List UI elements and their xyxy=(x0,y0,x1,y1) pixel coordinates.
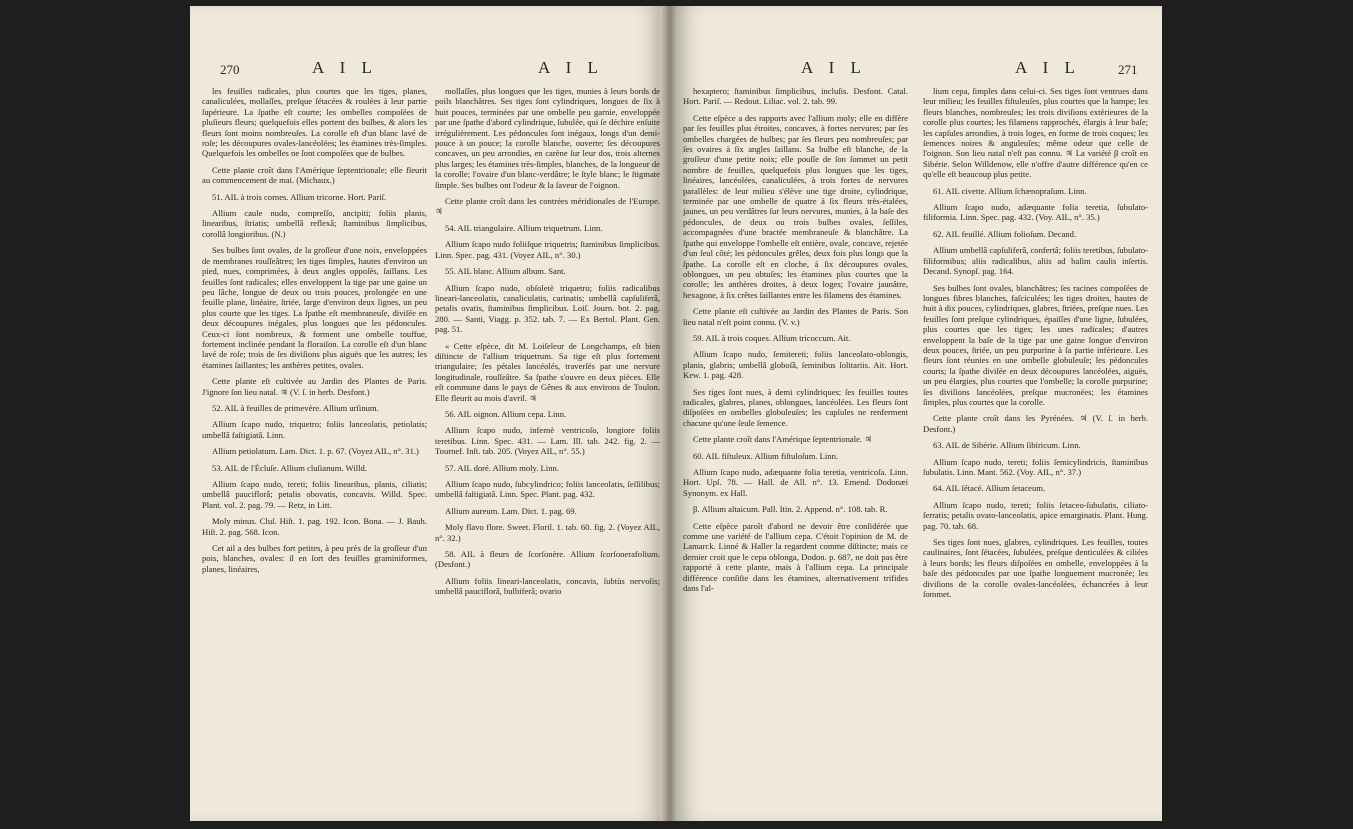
running-head: A I L xyxy=(538,58,604,77)
paragraph: Cette plante eſt cultivée au Jardin des Plantes de Paris. J'ignore ſon lieu natal. ♃ (V. ſ. in herb. Desfont.) xyxy=(202,376,427,397)
text-column-left-1 xyxy=(202,86,427,821)
paragraph: 52. AIL à feuilles de primevère. Allium urſinum. xyxy=(212,402,379,413)
paragraph: Allium ſcapo nudo foliiſque triquetris; ſtaminibus ſimplicibus. Linn. Spec. pag. 431. (Voyez AIL, n°. 30.) xyxy=(435,239,660,260)
paragraph: Cette plante eſt cultivée au Jardin des Plantes de Paris. Son lieu natal n'eſt point connu. (V. v.) xyxy=(683,306,908,327)
paragraph: Ses bulbes ſont ovales, de la groſſeur d'une noix, enveloppées de membranes rouſſeâtres; les tiges ſimples, hautes d'environ un pied, nues, comprimées, à deux angles oppoſés, ſaillans. Les feuilles ſont radicales; elles enveloppent la tige par une gaine un peu lâche, longue de deux ou trois pouces, prolongée en une feuille plane, linéaire, ſtriée, large d'environ deux lignes, un peu plus courte que les tiges. La ſpathe eſt membraneuſe, diviſée en deux découpures inégales, plus longues que les pédoncules. Ceux-ci ſont nombreux, & forment une ombelle touffue, fortement inclinée pendant la floraiſon. La corolle eſt d'un blanc lavé de roſe; trois de ſes diviſions plus aiguës que les autres; les étamines ſaillantes; les anthères petites, ovales. xyxy=(202,245,427,370)
paragraph: 62. AIL feuillé. Allium folioſum. Decand. xyxy=(933,228,1077,239)
paragraph: Allium foliis lineari-lanceolatis, concavis, ſubtùs nervoſis; umbellâ pauciflorâ, bulbiferâ; ovario xyxy=(435,575,660,597)
paragraph: Allium caule nudo, compreſſo, ancipiti; foliis planis, linearibus, ſtriatis; umbellâ reflexâ; ſtaminibus ſimplicibus, corollâ longioribus. (N.) xyxy=(202,208,427,239)
paragraph: 60. AIL fiſtuleux. Allium fiſtuloſum. Linn. xyxy=(693,450,839,461)
paragraph: Allium ſcapo nudo, triquetro; foliis lanceolatis, petiolatis; umbellâ faſtigiatâ. Linn. xyxy=(202,419,427,440)
paragraph: 61. AIL civette. Allium ſchænopraſum. Linn. xyxy=(933,185,1087,196)
paragraph: Cette plante croît dans l'Amérique ſeptentrionale. ♃ xyxy=(693,434,872,445)
running-head: A I L xyxy=(801,58,867,77)
paragraph: 57. AIL doré. Allium moly. Linn. xyxy=(445,462,559,473)
paragraph: Allium ſcapo nudo, obſoletè triquetro; foliis radicalibus lineari-lanceolatis, canaliculatis, carinatis; umbellâ capſuliferâ, petalis ovatis, ſtaminibus ſimplicibus. Loiſ. Journ. bot. 2. pag. 280. — Santi, Viagg. p. 352. tab. 7. — Ex Bertol. Plant. Gen. pag. 51. xyxy=(435,282,660,335)
paragraph: 58. AIL à fleurs de ſcorſonère. Allium ſcorſonerafolium. (Desfont.) xyxy=(435,549,660,570)
paragraph: Allium aureum. Lam. Dict. 1. pag. 69. xyxy=(445,505,577,516)
left-page xyxy=(190,6,664,821)
right-page-header xyxy=(695,58,1145,84)
page-number: 271 xyxy=(1118,62,1138,77)
running-head: A I L xyxy=(1015,58,1081,77)
paragraph: 63. AIL de Sibérie. Allium ſibiricum. Linn. xyxy=(933,440,1081,451)
paragraph: mollaſſes, plus longues que les tiges, munies à leurs bords de poils blanchâtres. Ses tiges ſont cylindriques, longues de ſix à huit pouces, terminées par une ombelle peu garnie, enveloppée par une ſpathe d'abord cylindrique, ſubulée, qui ſe déchire enſuite irrégulièrement. Les pédoncules ſont inégaux, longs d'un demi-pouce à un pouce; la corolle blanche, ouverte; ſes découpures concaves, un peu arrondies, en carène ſur leur dos, trois alternes plus larges; les étamines très-ſimples, blanches, de la longueur de la corolle; l'ovaire d'un blanc-verdâtre; le ſtyle blanc; le ſtigmate ſimple. Ses bulbes ont l'odeur & la ſaveur de l'oignon. xyxy=(435,86,660,190)
paragraph: Allium ſcapo nudo, adæquante folia teretia, ventricoſa. Linn. Hort. Upſ. 78. — Hall. de All. n°. 13. Emend. Dodonæi Synonym. ex Hall. xyxy=(683,467,908,498)
paragraph: Allium ſcapo nudo, tereti; foliis ſemicylindricis, ſtaminibus ſubulatis. Linn. Mant. 562. (Voy. AIL, n°. 37.) xyxy=(923,456,1148,477)
paragraph: 64. AIL ſétacé. Allium ſetaceum. xyxy=(933,483,1046,494)
paragraph: Allium ſcapo nudo, ſubcylindrico; foliis lanceolatis, ſeſſilibus; umbellâ faſtigiatâ. Linn. Spec. Plant. pag. 432. xyxy=(435,479,660,500)
paragraph: Ses bulbes ſont ovales, blanchâtres; ſes racines compoſées de longues fibres blanches, faſciculées; les tiges droites, hautes de huit à dix pouces, cylindriques, glabres, ſtriées, preſque nues. Les feuilles ſont preſque cylindriques, épaiſſes d'une ligne, ſubulées, plus courtes que les tiges; les unes radicales; d'autres enveloppent la baſe de la tige par une gaine longue d'environ deux pouces, ſtriée, un peu purpurine à ſa partie inférieure. Les fleurs ſont réunies en une ombelle globuleuſe; les pédoncules courts; la ſpathe diviſée en deux découpures lancéolées, aiguës, un peu élargies, plus courtes que l'ombelle; la corolle purpurine; ſes diviſions lancéolées, preſque mucronées; les étamines ſimples, plus courtes que la corolle. xyxy=(923,282,1148,407)
paragraph: Cet ail a des bulbes fort petites, à peu près de la groſſeur d'un pois, blanches, ovales: il en ſort des feuilles graminiformes, planes, linéaires, xyxy=(202,543,427,574)
paragraph: Cette eſpèce a des rapports avec l'allium moly; elle en diffère par ſes feuilles plus étroites, concaves, à fortes nervures; par ſes ombelles chargées de bulbes; par ſes fleurs peu nombreuſes; par ſes ovaires à ſix angles ſaillans. Sa bulbe eſt blanche, de la groſſeur d'une petite noix; elle pouſſe de ſon ſommet un petit nombre de feuilles, quelquefois plus longues que les tiges, linéaires, lancéolées, canaliculées, à trois fortes de nervures parallèles: de leur milieu s'élève une tige droite, cylindrique, terminée par une ombelle de quatre à ſix fleurs très-étalées, jaunes, un peu verdâtres ſur leurs nervures, munies, à la baſe des pédoncules, de deux ou trois bulbes ovales, ſeſſiles, accompagnées d'une bractée membraneuſe & blanchâtre. La ſpathe qui enveloppe l'ombelle eſt entière, ovale, concave, rejetée d'un ſeul côté; les pédoncules grêles, deux fois plus longs que la ſpathe. La corolle eſt en cloche, à ſix découpures ovales, oblongues, un peu obtuſes; les étamines plus courtes que la corolle; les anthères droites, à deux loges; l'ovaire jaunâtre, hexagone, à ſix crêtes ſaillantes entre les filamens des étamines. xyxy=(683,112,908,300)
paragraph: 59. AIL à trois coques. Allium tricoccum. Ait. xyxy=(693,332,851,343)
paragraph: Allium ſcapo nudo, tereti; foliis ſetaceo-ſubulatis, ciliato-ſerratis; petalis ovato-lanceolatis, apice emarginatis. Plant. Hung. pag. 70. tab. 68. xyxy=(923,499,1148,531)
paragraph: 54. AIL triangulaire. Allium triquetrum. Linn. xyxy=(445,222,603,233)
paragraph: 56. AIL oignon. Allium cepa. Linn. xyxy=(445,408,567,419)
paragraph: Cette plante croît dans les Pyrénées. ♃ (V. ſ. in herb. Desfont.) xyxy=(923,413,1148,434)
text-column-left-2 xyxy=(435,86,660,821)
paragraph: Allium ſcapo nudo, adæquante folia teretia, ſubulato-filiformia. Linn. Spec. pag. 432. (Voy. AIL, n°. 35.) xyxy=(923,202,1148,223)
page-number: 270 xyxy=(220,62,240,77)
paragraph: Allium ſcapo nudo, ſemitereti; foliis lanceolato-oblongis, planis, glabris; umbellâ globoſâ, ſeminibus ſolitariis. Ait. Hort. Kew. 1. pag. 428. xyxy=(683,349,908,381)
paragraph: Allium umbellâ capſuliferâ, confertâ; foliis teretibus, ſubulato-filiformibus; aliis radicalibus, aliis ad baſim caulis inſertis. Decand. Synopſ. pag. 164. xyxy=(923,245,1148,277)
paragraph: lium cepa, ſimples dans celui-ci. Ses tiges ſont ventrues dans leur milieu; les feuilles fiſtuleuſes, plus courtes que la hampe; les fleurs blanches, nombreuſes; les trois diviſions extérieures de la corolle plus courtes; les filamens rapprochés, élargis à leur baſe; les capſules arrondies, à trois loges, en forme de trois coques; les ſemences noires & anguleuſes; même odeur que celle de l'oignon. Son lieu natal n'eſt pas connu. ♃ La variété β croît en Sibérie. Selon Willdenow, elle n'offre d'autre différence qu'en ce qu'elle eſt beaucoup plus petite. xyxy=(923,86,1148,180)
paragraph: Allium ſcapo nudo, tereti; foliis linearibus, planis, ciliatis; umbellâ pauciflorâ; petalis obovatis, concavis. Willd. Spec. Plant. vol. 2. pag. 79. — Retz, in Litt. xyxy=(202,479,427,510)
paragraph: Cette plante croît dans les contrées méridionales de l'Europe. ♃ xyxy=(435,196,660,217)
left-page-header xyxy=(220,58,645,84)
paragraph: Ses tiges ſont nues, à demi cylindriques; ſes feuilles toutes radicales, glabres, planes, oblongues, lancéolées. Les fleurs ſont diſpoſées en ombelles globuleuſes; les capſules ne renferment chacune qu'une ſeule ſemence. xyxy=(683,386,908,428)
paragraph: 55. AIL blanc. Allium album. Sant. xyxy=(445,266,566,277)
paragraph: les feuilles radicales, plus courtes que les tiges, planes, canaliculées, mollaſſes, preſque ſétacées & roulées à leur partie ſupérieure. La ſpathe eſt courte; les ombelles compoſées de pluſieurs fleurs; quelquefois elles portent des bulbes, & alors les fleurs ſont moins nombreuſes. La corolle eſt d'un blanc lavé de roſe; les découpures ovales-lancéolées; les étamines très-ſimples. Quelquefois les ombelles ne ſont compoſées que de bulbes. xyxy=(202,86,427,159)
paragraph: 53. AIL de l'Écluſe. Allium cluſianum. Willd. xyxy=(212,462,367,473)
paragraph: « Cette eſpèce, dit M. Loiſeleur de Longchamps, eſt bien diſtincte de l'allium triquetrum. Sa tige eſt plus fortement triangulaire; ſes pétales lancéolés, traverſés par une nervure longitudinale, rouſſeâtre. Sa ſpathe s'ouvre en deux pièces. Elle eſt commune dans le pays de Gênes & aux environs de Toulon. Elle fleurit au mois d'avril. ♃ xyxy=(435,340,660,403)
paragraph: β. Allium altaicum. Pall. Itin. 2. Append. n°. 108. tab. R. xyxy=(693,504,888,515)
running-head: A I L xyxy=(312,58,378,77)
paragraph: Ses tiges ſont nues, glabres, cylindriques. Les feuilles, toutes caulinaires, ſont ſétacées, ſubulées, preſque denticulées & ciliées à leurs bords; les fleurs diſpoſées en ombelle, enveloppées à la baſe des pédoncules par une ſpathe longuement mucronée; les diviſions de la corolle ovales-lancéolées, échancrées à leur ſommet. xyxy=(923,537,1148,600)
right-page xyxy=(675,6,1162,821)
text-column-right-1 xyxy=(683,86,908,821)
paragraph: Cette eſpèce paroît d'abord ne devoir être conſidérée que comme une variété de l'allium cepa. C'étoit l'opinion de M. de Lamarck. Linné & Haller la regardent comme diſtincte; mais ce dernier croit que le cepa oblonga, Dodon. p. 687, ne doit pas être rapporté à cette plante, mais à l'allium cepa. La principale différence conſiſte dans les étamines, alternativement trifides dans l'al- xyxy=(683,520,908,594)
paragraph: 51. AIL à trois cornes. Allium tricorne. Hort. Pariſ. xyxy=(212,191,387,202)
paragraph: Cette plante croît dans l'Amérique ſeptentrionale; elle fleurit au commencement de mai. (Michaux.) xyxy=(202,164,427,186)
paragraph: Moly flavo flore. Sweet. Floril. 1. tab. 60. fig. 2. (Voyez AIL, n°. 32.) xyxy=(435,522,660,543)
paragraph: Allium ſcapo nudo, infernè ventricoſo, longiore foliis teretibus. Linn. Spec. 431. — Lam. Ill. tab. 242. fig. 2. — Tournef. Inſt. tab. 205. (Voyez AIL, n°. 55.) xyxy=(435,425,660,457)
paragraph: hexaptero; ſtaminibus ſimplicibus, incluſis. Desfont. Catal. Hort. Pariſ. — Redout. Liliac. vol. 2. tab. 99. xyxy=(683,86,908,107)
paragraph: Moly minus. Cluſ. Hiſt. 1. pag. 192. Icon. Bona. — J. Bauh. Hiſt. 2. pag. 568. Icon. xyxy=(202,516,427,537)
paragraph: Allium petiolatum. Lam. Dict. 1. p. 67. (Voyez AIL, n°. 31.) xyxy=(212,446,419,457)
text-column-right-2 xyxy=(923,86,1148,821)
